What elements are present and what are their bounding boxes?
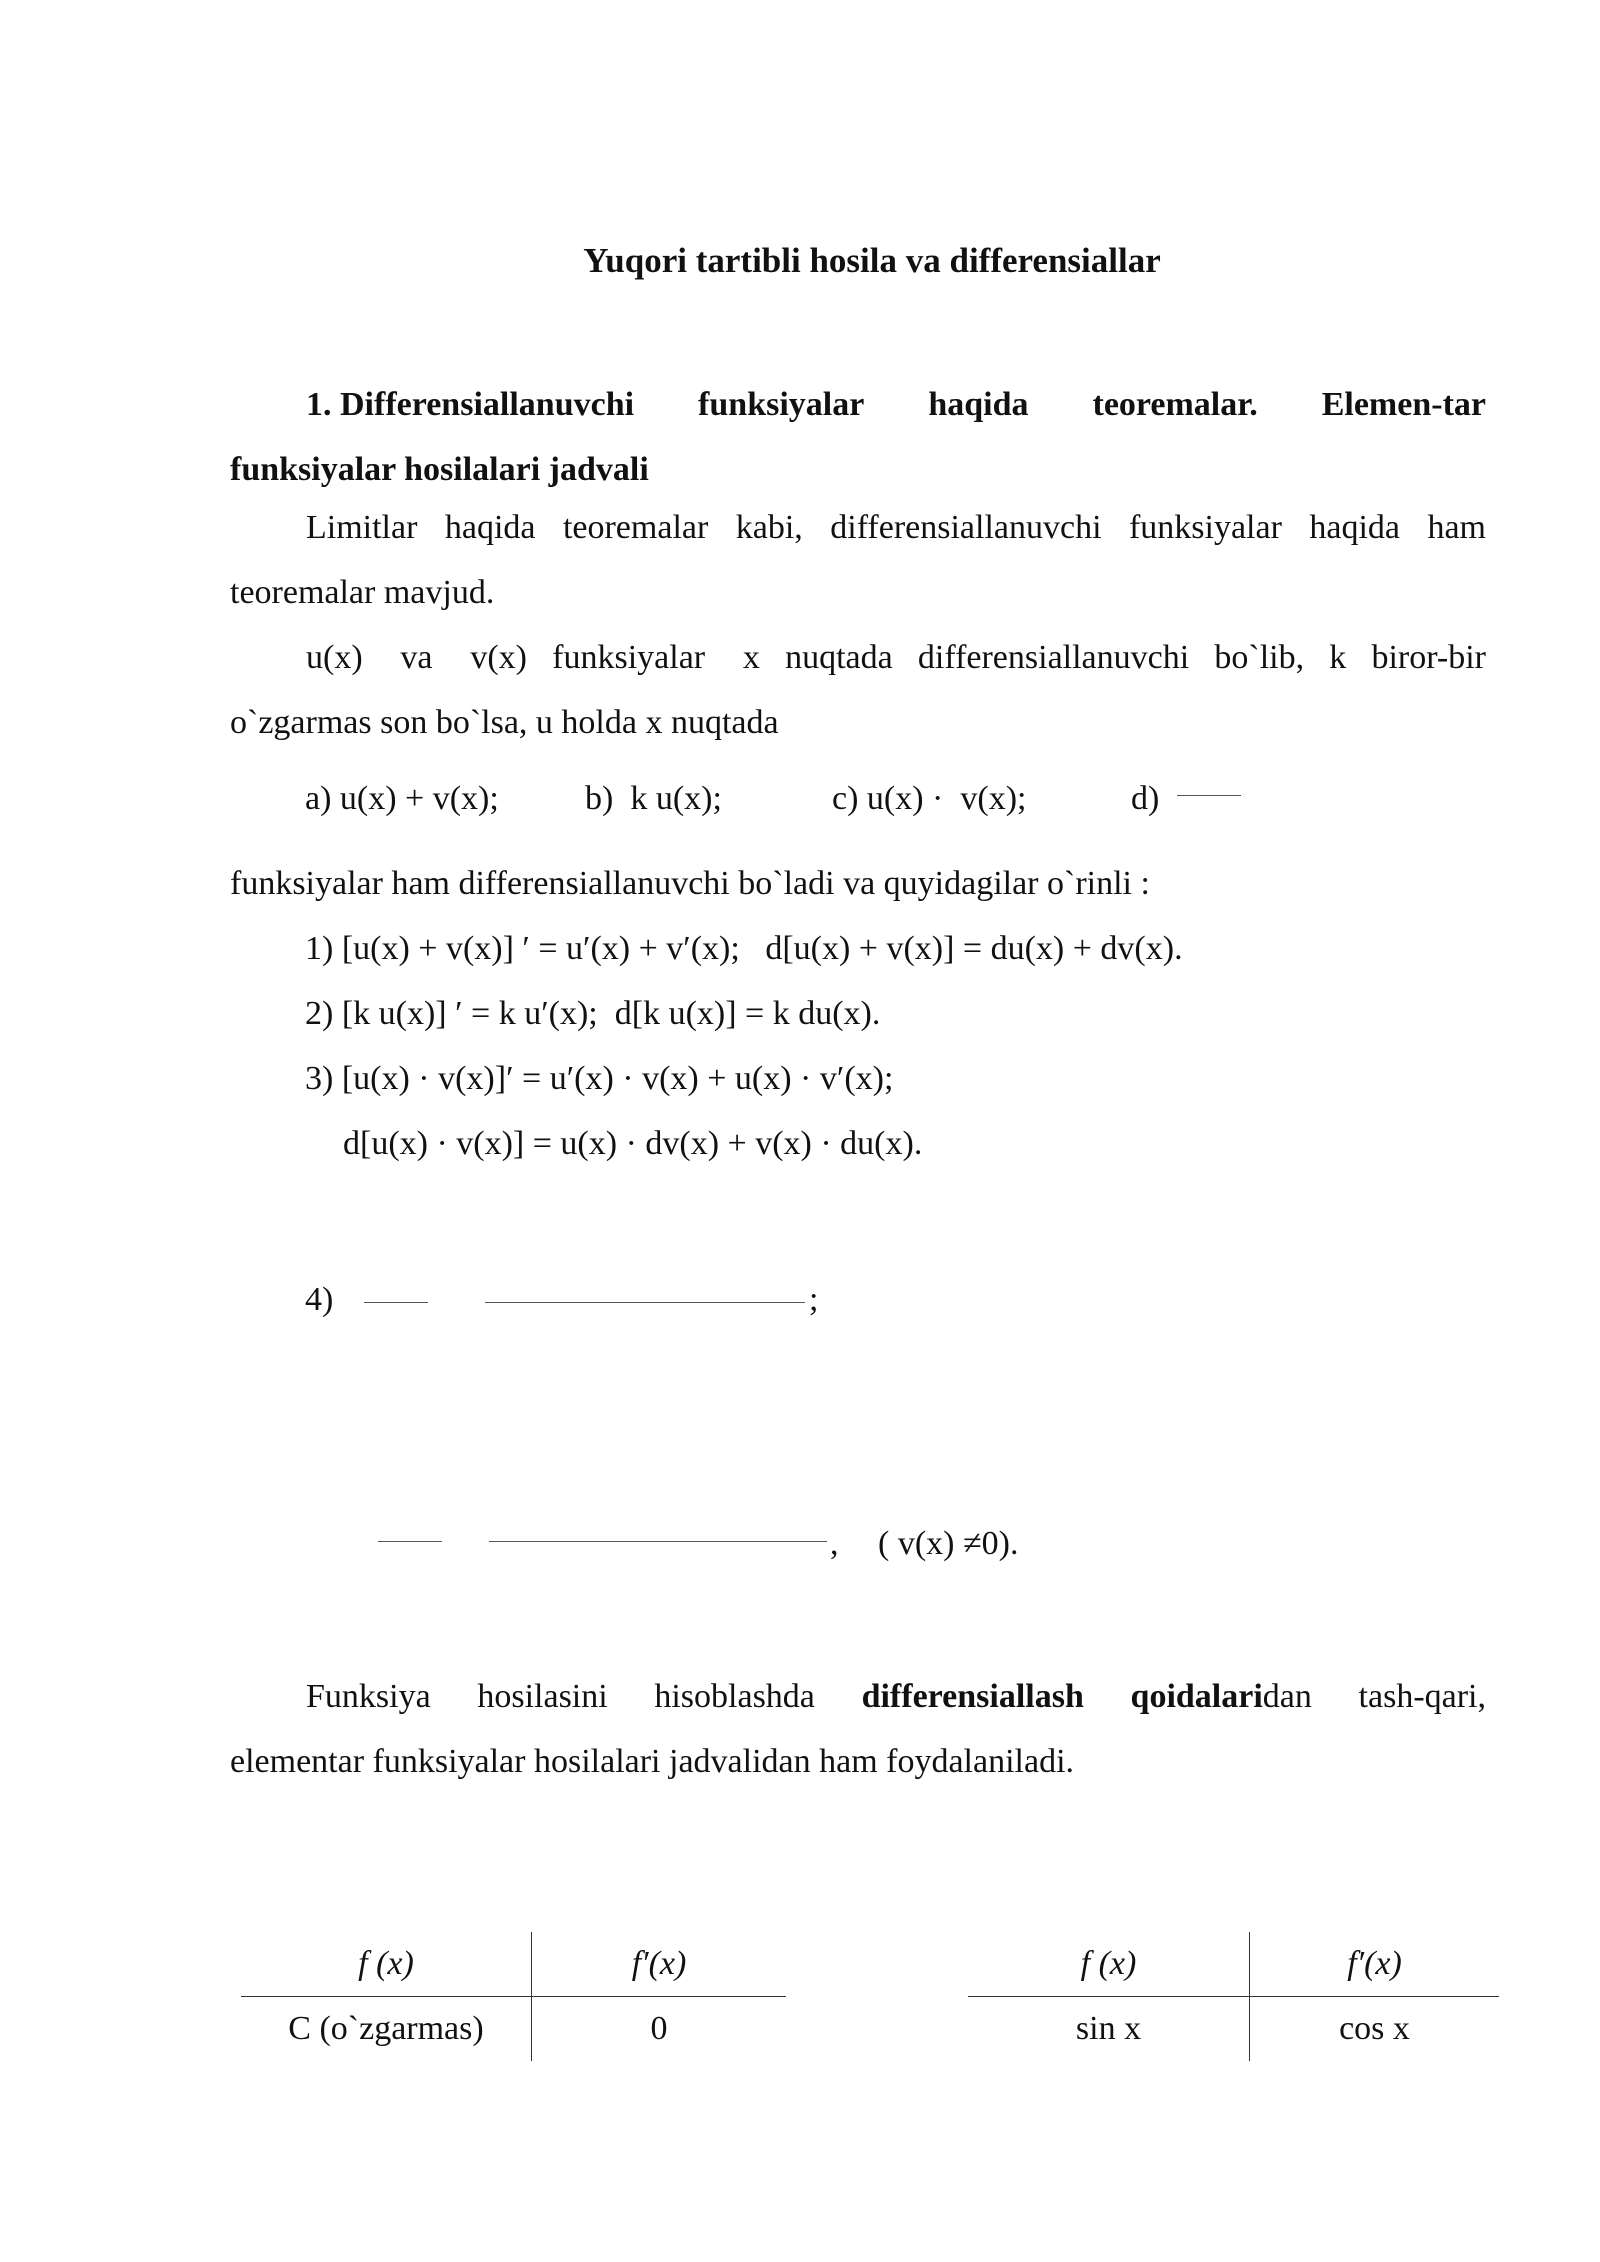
paragraph-line: teoremalar mavjud.	[230, 574, 495, 611]
rule-1: 1) [u(x) + v(x)] ′ = u′(x) + v′(x); d[u(x) + v(x)] = du(x) + dv(x).	[305, 930, 1183, 967]
section-heading-line1	[230, 372, 1486, 437]
rule-2: 2) [k u(x)] ′ = k u′(x); d[k u(x)] = k du(x).	[305, 995, 881, 1032]
paragraph-intro	[230, 495, 1486, 625]
section-heading-number-word: 1. Differensiallanuvchi	[306, 386, 635, 423]
case-d: d)	[1131, 780, 1160, 817]
paragraph-rules-intro: funksiyalar ham differensiallanuvchi bo`ladi va quyidagilar o`rinli :	[230, 865, 1150, 902]
table-row	[241, 1997, 786, 2062]
section-heading-line2: funksiyalar hosilalari jadvali	[230, 451, 649, 488]
case-c: c) u(x) · v(x);	[832, 780, 1027, 817]
paragraph-condition	[230, 625, 1486, 755]
table-header-cell: f′(x)	[1250, 1932, 1500, 1997]
rule-3a: 3) [u(x) · v(x)]′ = u′(x) · v(x) + u(x) · v′(x);	[305, 1060, 894, 1097]
rule-3b: d[u(x) · v(x)] = u(x) · dv(x) + v(x) · du(x).	[343, 1125, 923, 1162]
paragraph-table-intro	[230, 1664, 1486, 1794]
case-a: a) u(x) + v(x);	[305, 780, 499, 817]
fraction-line	[485, 1302, 805, 1303]
section-heading-word: teoremalar.	[1092, 386, 1258, 423]
rule-5-condition: ( v(x) ≠0).	[878, 1525, 1019, 1562]
table-cell: cos x	[1339, 2010, 1410, 2047]
paragraph-line: elementar funksiyalar hosilalari jadvalidan ham foydalaniladi.	[230, 1743, 1075, 1780]
section-heading-word: haqida	[928, 386, 1029, 423]
table-header-row	[968, 1932, 1499, 1997]
paragraph-line: o`zgarmas son bo`lsa, u holda x nuqtada	[230, 704, 779, 741]
section-heading-word: funksiyalar	[698, 386, 865, 423]
rule-4-end: ;	[809, 1281, 819, 1318]
fraction-line	[364, 1302, 428, 1303]
derivative-table-left	[241, 1932, 786, 2061]
table-row	[968, 1997, 1499, 2062]
derivative-table-right	[968, 1932, 1499, 2061]
rule-4-label: 4)	[305, 1281, 334, 1318]
fraction-line	[489, 1541, 827, 1542]
page-title: Yuqori tartibli hosila va differensiallar	[583, 241, 1161, 280]
paragraph-line: u(x) va v(x) funksiyalar x nuqtada differensiallanuvchi bo`lib, k biror-bir	[306, 639, 1486, 676]
fraction-line	[1177, 795, 1241, 796]
section-heading-word: Elemen-tar	[1321, 386, 1486, 423]
table-cell: 0	[650, 2010, 668, 2047]
bold-phrase: differensiallash qoidalari	[861, 1678, 1263, 1715]
table-cell: C (o`zgarmas)	[241, 1997, 532, 2062]
paragraph-line: Funksiya hosilasini hisoblashda differensiallash qoidalaridan tash-qari,	[306, 1678, 1486, 1715]
section-heading	[230, 372, 1486, 502]
fraction-line	[378, 1541, 442, 1542]
table-header-cell: f′(x)	[532, 1932, 787, 1997]
table-header-row	[241, 1932, 786, 1997]
table-cell: sin x	[968, 1997, 1250, 2062]
rule-5-comma: ,	[830, 1525, 839, 1562]
table-header-cell: f (x)	[968, 1932, 1250, 1997]
table-header-cell: f (x)	[241, 1932, 532, 1997]
case-b: b) k u(x);	[585, 780, 722, 817]
paragraph-line: Limitlar haqida teoremalar kabi, differensiallanuvchi funksiyalar haqida ham	[306, 509, 1486, 546]
